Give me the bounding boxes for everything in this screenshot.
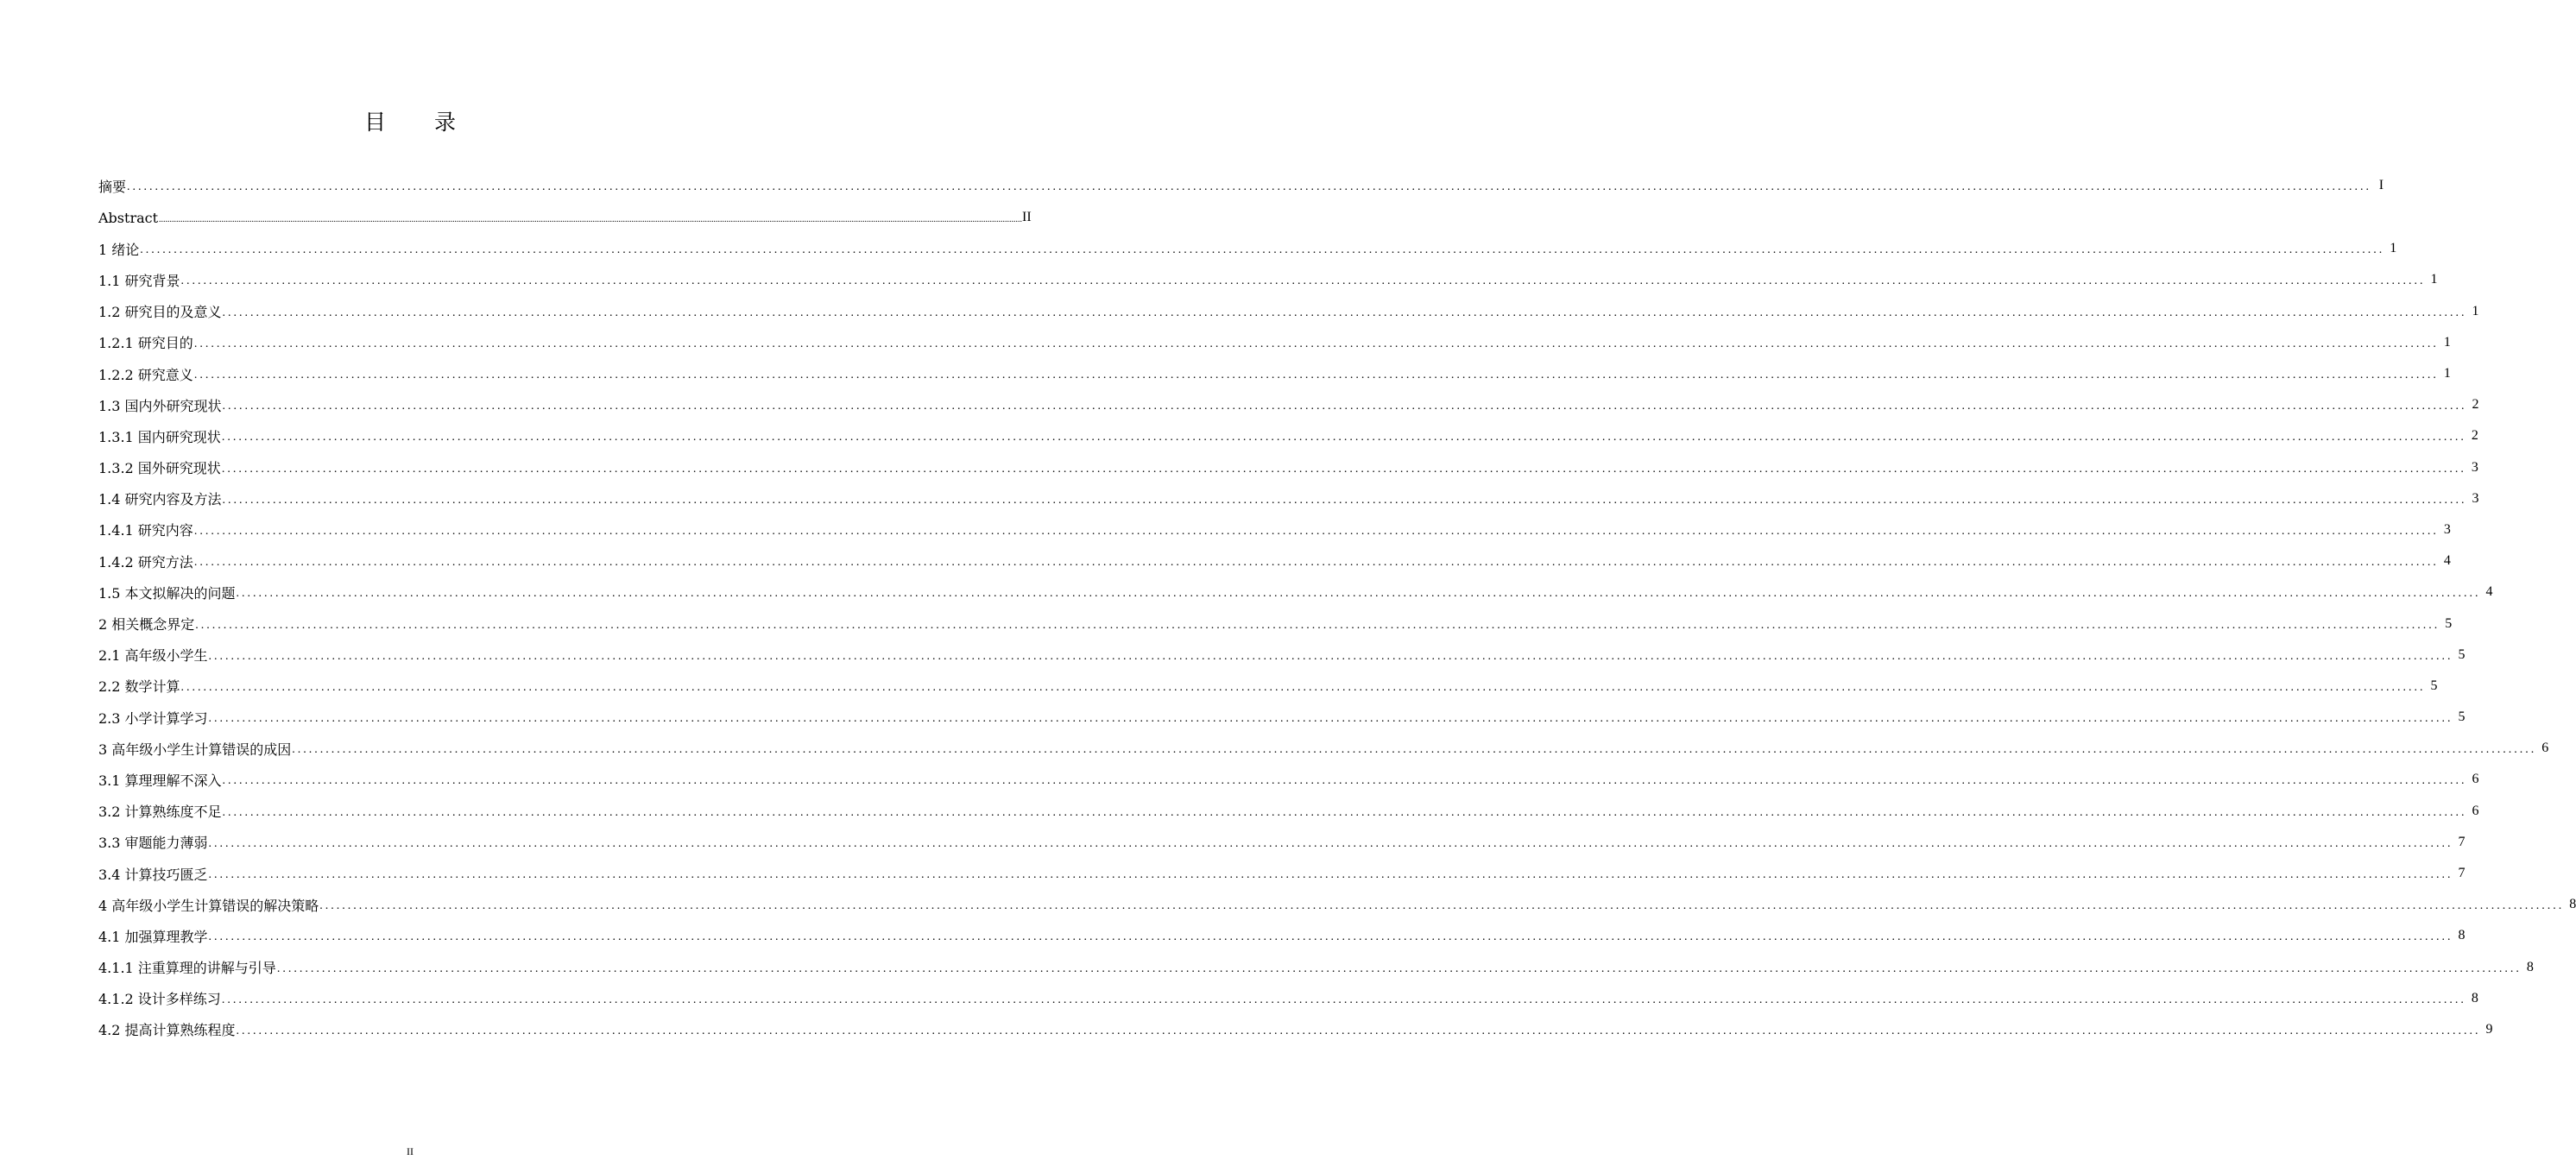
leader-dots: ................................................................................................................................................................................................................................................................................................................................................................................................................ [236,1024,2481,1037]
toc-entry[interactable] [98,608,2453,639]
toc-entry-page: 5 [2430,678,2438,693]
toc-entry-label: 1.2 研究目的及意义 [98,304,222,321]
table-of-contents [98,169,2576,1045]
toc-entry-label: 1.4.1 研究内容 [98,522,193,539]
toc-entry-page: II [1022,210,1032,225]
toc-entry-page: 8 [2471,990,2478,1006]
toc-entry-abstract-cn[interactable] [98,169,2384,202]
toc-entry-label: 1.2.1 研究目的 [98,335,193,352]
leader-dots: ................................................................................................................................................................................................................................................................................................................................................................................................................ [222,400,2467,413]
toc-entry-page: 2 [2472,397,2479,413]
page-number: II [407,1145,414,1157]
toc-entry-page: 1 [2390,241,2397,256]
leader-dots: ................................................................................................................................................................................................................................................................................................................................................................................................................ [221,993,2466,1006]
toc-entry-label: 2.1 高年级小学生 [98,647,208,665]
toc-entry-label: Abstract [98,209,159,226]
toc-entry-page: 8 [2458,928,2466,943]
toc-entry-label: 4.1 加强算理教学 [98,928,208,945]
toc-entry[interactable] [98,358,2451,389]
leader-dots: ................................................................................................................................................................................................................................................................................................................................................................................................................ [292,743,2537,757]
toc-entry[interactable] [98,264,2438,295]
leader-dots: ................................................................................................................................................................................................................................................................................................................................................................................................................ [193,524,2439,538]
toc-entry[interactable] [98,920,2466,951]
leader-dots: ................................................................................................................................................................................................................................................................................................................................................................................................................ [276,961,2522,975]
toc-entry-abstract-en[interactable] [98,202,1032,233]
leader-dots: ................................................................................................................................................................................................................................................................................................................................................................................................................ [222,774,2467,788]
leader-dots: ................................................................................................................................................................................................................................................................................................................................................................................................................ [208,649,2453,663]
toc-entry-page: 3 [2471,459,2478,475]
toc-entry-label: 3.4 计算技巧匮乏 [98,866,208,883]
leader-dots: ................................................................................................................................................................................................................................................................................................................................................................................................................ [222,493,2467,507]
toc-entry-page: 6 [2472,803,2479,818]
page-title: 目 录 [364,110,477,135]
toc-entry-label: 1.3.2 国外研究现状 [98,460,221,477]
leader-dots: ................................................................................................................................................................................................................................................................................................................................................................................................................ [221,462,2466,476]
toc-entry-page: 8 [2569,897,2576,912]
toc-entry-page: 3 [2472,490,2479,506]
leader-dots: ................................................................................................................................................................................................................................................................................................................................................................................................................ [208,930,2453,944]
leader-dots: ................................................................................................................................................................................................................................................................................................................................................................................................................ [193,337,2439,350]
toc-entry-page: 4 [2485,584,2493,600]
toc-entry-page: 5 [2445,615,2453,631]
leader-dots: ................................................................................................................................................................................................................................................................................................................................................................................................................ [180,680,2426,694]
toc-entry-label: 3.3 审题能力薄弱 [98,835,208,852]
leader-dots: ................................................................................................................................................................................................................................................................................................................................................................................................................ [140,243,2385,257]
toc-entry-page: I [2378,178,2384,192]
toc-entry-label: 4 高年级小学生计算错误的解决策略 [98,897,319,914]
toc-entry-page: 7 [2458,834,2466,849]
toc-entry[interactable] [98,296,2479,327]
toc-entry-label: 3.2 计算熟练度不足 [98,804,222,821]
toc-entry-page: 1 [2443,334,2451,350]
toc-entry-page: 7 [2458,866,2466,881]
toc-entry[interactable] [98,702,2466,733]
toc-entry[interactable] [98,1014,2493,1045]
toc-entry[interactable] [98,827,2466,858]
toc-entry-label: 1.2.2 研究意义 [98,366,193,383]
toc-entry[interactable] [98,545,2451,577]
toc-entry[interactable] [98,640,2466,671]
leader-dots: ................................................................................................................................................................................................................................................................................................................................................................................................................ [222,805,2467,819]
toc-entry-page: 5 [2458,709,2466,725]
toc-entry[interactable] [98,983,2478,1014]
leader-dots: ................................................................................................................................................................................................................................................................................................................................................................................................................ [208,836,2453,850]
toc-entry-label: 2 相关概念界定 [98,616,195,634]
toc-entry-label: 1 绪论 [98,241,140,258]
toc-entry-page: 1 [2472,303,2479,318]
toc-entry[interactable] [98,733,2549,764]
leader-dots: ................................................................................................................................................................................................................................................................................................................................................................................................................ [236,587,2481,601]
leader-dots: ................................................................................................................................................................................................................................................................................................................................................................................................................ [127,180,2372,193]
toc-entry-page: 3 [2443,521,2451,537]
toc-entry-page: 6 [2541,741,2549,756]
toc-entry[interactable] [98,452,2478,483]
toc-entry[interactable] [98,420,2478,451]
toc-entry[interactable] [98,858,2466,889]
toc-entry-page: 4 [2443,553,2451,569]
toc-entry[interactable] [98,796,2479,827]
leader-dots: ................................................................................................................................................................................................................................................................................................................................................................................................................ [180,274,2426,288]
toc-entry-label: 4.1.2 设计多样练习 [98,991,221,1008]
toc-entry[interactable] [98,889,2576,920]
toc-entry-label: 摘要 [98,178,127,195]
leader-dots: ................................................................................................................................................................................................................................................................................................................................................................................................................ [159,214,1023,224]
toc-entry[interactable] [98,389,2479,420]
toc-entry[interactable] [98,671,2438,702]
toc-entry-label: 3.1 算理理解不深入 [98,772,222,789]
toc-entry-label: 1.5 本文拟解决的问题 [98,584,236,602]
leader-dots: ................................................................................................................................................................................................................................................................................................................................................................................................................ [195,618,2440,632]
toc-entry-page: 8 [2526,959,2534,974]
toc-entry[interactable] [98,327,2451,358]
toc-entry-label: 3 高年级小学生计算错误的成因 [98,741,292,758]
toc-entry[interactable] [98,764,2479,795]
toc-entry-page: 1 [2430,272,2438,287]
toc-entry[interactable] [98,952,2534,983]
leader-dots: ................................................................................................................................................................................................................................................................................................................................................................................................................ [208,712,2453,726]
toc-entry[interactable] [98,233,2397,264]
toc-entry[interactable] [98,577,2493,608]
toc-entry-label: 2.3 小学计算学习 [98,709,208,727]
leader-dots: ................................................................................................................................................................................................................................................................................................................................................................................................................ [193,556,2439,570]
toc-entry-page: 9 [2485,1021,2493,1037]
leader-dots: ................................................................................................................................................................................................................................................................................................................................................................................................................ [222,306,2467,319]
toc-entry-label: 1.1 研究背景 [98,272,180,289]
toc-entry-page: 6 [2472,772,2479,787]
toc-entry[interactable] [98,483,2479,514]
toc-entry-page: 5 [2458,646,2466,662]
leader-dots: ................................................................................................................................................................................................................................................................................................................................................................................................................ [319,899,2565,913]
toc-entry-label: 1.3.1 国内研究现状 [98,428,221,445]
leader-dots: ................................................................................................................................................................................................................................................................................................................................................................................................................ [193,369,2439,382]
toc-entry-label: 1.3 国内外研究现状 [98,397,222,414]
toc-entry-label: 2.2 数学计算 [98,678,180,696]
toc-entry-page: 2 [2471,428,2478,444]
toc-entry-label: 4.1.1 注重算理的讲解与引导 [98,960,276,977]
toc-entry-label: 1.4 研究内容及方法 [98,491,222,508]
leader-dots: ................................................................................................................................................................................................................................................................................................................................................................................................................ [221,431,2466,444]
toc-entry[interactable] [98,514,2451,545]
toc-entry-label: 1.4.2 研究方法 [98,553,193,571]
toc-entry-label: 4.2 提高计算熟练程度 [98,1022,236,1039]
toc-entry-page: 1 [2443,366,2451,381]
leader-dots: ................................................................................................................................................................................................................................................................................................................................................................................................................ [208,868,2453,882]
